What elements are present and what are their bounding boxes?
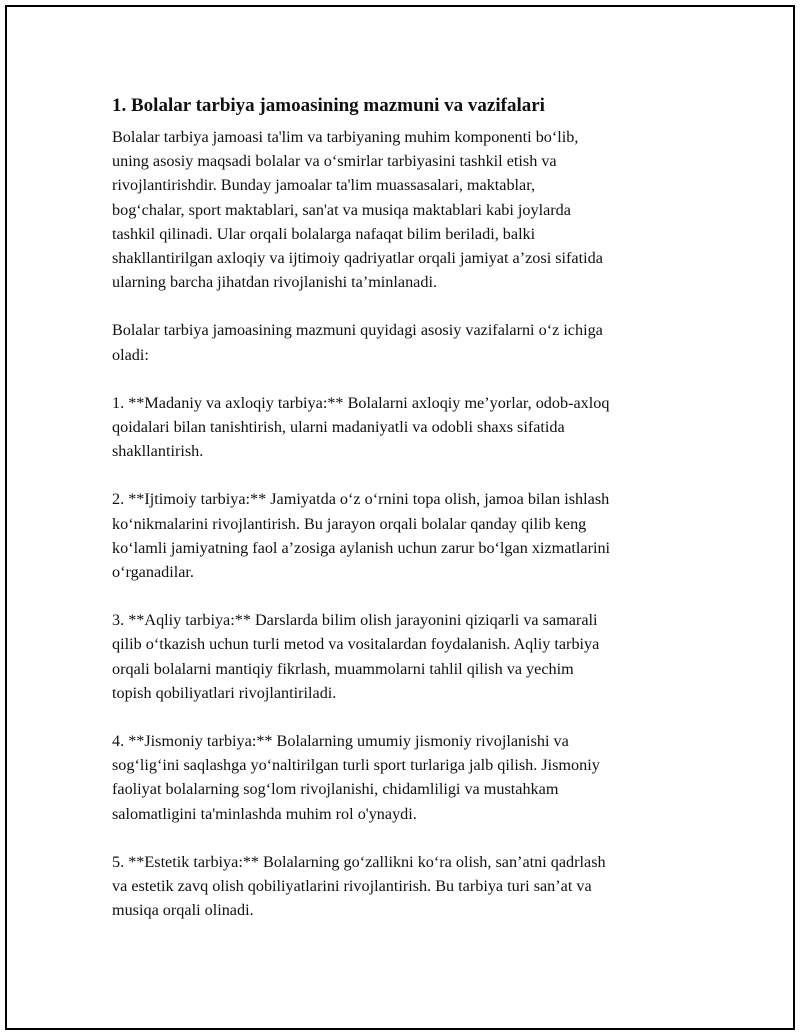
task-cultural-moral: 1. **Madaniy va axloqiy tarbiya:** Bolalarni axloqiy me’yorlar, odob-axloq qoidalari bilan tanishtirish, ularni madaniyatli va odobli shaxs sifatida shakllantirish. [112,393,610,461]
section-heading: 1. Bolalar tarbiya jamoasining mazmuni va vazifalari [112,95,545,116]
task-social: 2. **Ijtimoiy tarbiya:** Jamiyatda o‘z o‘rnini topa olish, jamoa bilan ishlash ko‘nikmalarini rivojlantirish. Bu jarayon orqali bolalar qanday qilib keng ko‘lamli jamiyatning faol a’zosiga aylanish uchun zarur bo‘lgan xizmatlarini o‘rganadilar. [112,490,611,582]
task-intellectual: 3. **Aqliy tarbiya:** Darslarda bilim olish jarayonini qiziqarli va samarali qilib o‘tkazish uchun turli metod va vositalardan foydalanish. Aqliy tarbiya orqali bolalarni mantiqiy fikrlash, muammolarni tahlil qilish va yechim topish qobiliyatlari rivojlantiriladi. [112,611,600,702]
intro-paragraph: Bolalar tarbiya jamoasi ta'lim va tarbiyaning muhim komponenti bo‘lib, uning asosiy maqsadi bolalar va o‘smirlar tarbiyasini tashkil etish va rivojlantirishdir. Bunday jamoalar ta'lim muassasalari, maktablar, bog‘chalar, sport maktablari, san'at va musiqa maktablari kabi joylarda tashkil qilinadi. Ular orqali bolalarga nafaqat bilim beriladi, balki shakllantirilgan axloqiy va ijtimoiy qadriyatlar orqali jamiyat a’zosi sifatida ularning barcha jihatdan rivojlanishi ta’minlanadi. [112,128,603,292]
tasks-intro-paragraph: Bolalar tarbiya jamoasining mazmuni quyidagi asosiy vazifalarni o‘z ichiga oladi: [112,321,603,364]
task-physical: 4. **Jismoniy tarbiya:** Bolalarning umumiy jismoniy rivojlanishi va sog‘lig‘ini saqlashga yo‘naltirilgan turli sport turlariga jalb qilish. Jismoniy faoliyat bolalarning sog‘lom rivojlanishi, chidamliligi va mustahkam salomatligini ta'minlashda muhim rol o'ynaydi. [112,732,600,823]
task-aesthetic: 5. **Estetik tarbiya:** Bolalarning go‘zallikni ko‘ra olish, san’atni qadrlash va estetik zavq olish qobiliyatlarini rivojlantirish. Bu tarbiya turi san’at va musiqa orqali olinadi. [112,852,606,920]
document-body [112,92,692,922]
